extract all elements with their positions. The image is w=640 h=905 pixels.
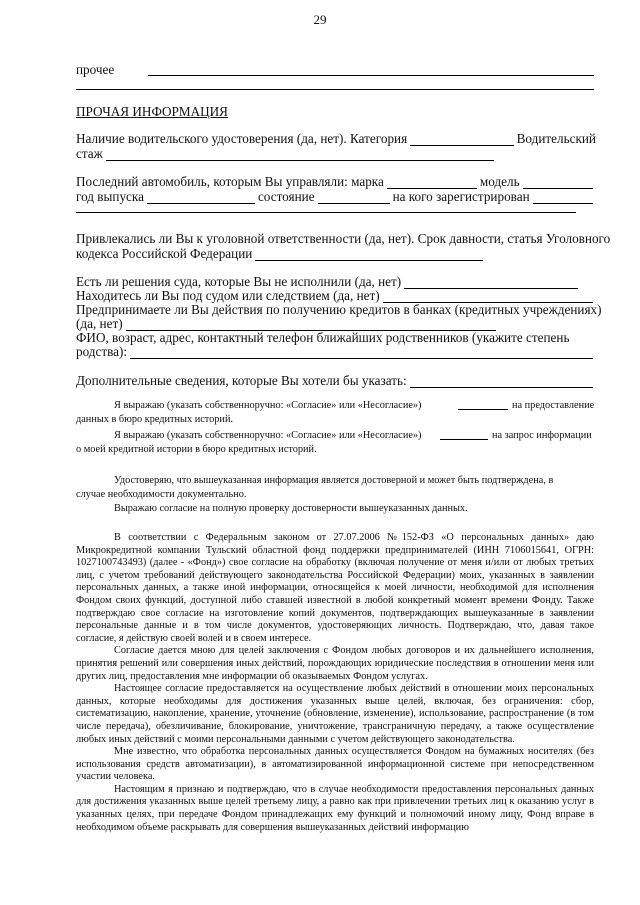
relatives-field[interactable] (130, 347, 593, 359)
criminal-row-2 (76, 246, 596, 261)
certify-line1: Удостоверяю, что вышеуказанная информация является достоверной и может быть подтверждена, в (114, 475, 554, 486)
additional-info-label: Дополнительные сведения, которые Вы хотели бы указать: (76, 373, 407, 388)
consent-paragraph: Настоящим я признаю и подтверждаю, что в случае необходимости предоставления персональных данных для достижения указанных выше целей третьему лицу, а равно как при привлечении третьих лиц к оказанию услуг в указанных целях, при передаче Фондом принадлежащих ему функций и полномочий иному лицу, Фонд вправе в необходимом объеме раскрывать для совершения вышеуказанных действий информацию (76, 783, 594, 833)
other-field-line2[interactable] (76, 89, 594, 90)
section-title: ПРОЧАЯ ИНФОРМАЦИЯ (76, 104, 228, 119)
consent-provide-suffix: на предоставление (512, 400, 595, 411)
car-row-2 (76, 189, 596, 204)
experience-label: стаж (76, 146, 103, 161)
page-number: 29 (313, 12, 327, 27)
other-label: прочее (76, 62, 115, 77)
credit-actions-row-2 (76, 316, 596, 331)
car-row-1 (76, 174, 596, 189)
consent-request-field[interactable] (440, 439, 488, 440)
car-owner-field[interactable] (533, 192, 593, 204)
additional-info-field[interactable] (410, 376, 593, 388)
consent-paragraph: Настоящее согласие предоставляется на осуществление любых действий в отношении моих персональных данных, которые необходимы для достижения указанных выше целей, включая, без ограничения: сбор, систематизацию, накопление, хранение, уточнение (обновление, изменение), использование, распространение (в том числе передача), обезличивание, блокирование, уничтожение, трансграничную передачу, а также осуществление любых иных действий с моими персональными данными с учетом действующего законодательства. (76, 683, 594, 745)
certify-line2: случае необходимости документально. (76, 489, 247, 500)
car-make-label: Последний автомобиль, которым Вы управляли: марка (76, 174, 384, 189)
additional-info-row (76, 373, 596, 388)
agree-check: Выражаю согласие на полную проверку достоверности вышеуказанных данных. (114, 503, 468, 514)
relatives-question: ФИО, возраст, адрес, контактный телефон ближайших родственников (укажите степень (76, 330, 570, 345)
relatives-degree-label: родства): (76, 344, 128, 359)
consent-provide-text: Я выражаю (указать собственноручно: «Согласие» или «Несогласие») (114, 400, 422, 411)
consent-request-text: Я выражаю (указать собственноручно: «Согласие» или «Несогласие») (114, 430, 422, 441)
consent-paragraph: Мне известно, что обработка персональных данных осуществляется Фондом на бумажных носителях (без использования средств автоматизации), в автоматизированной информационной системе при непосредственном участии человека. (76, 746, 594, 783)
car-make-field[interactable] (387, 177, 477, 189)
car-extra-line[interactable] (76, 212, 576, 213)
investigation-row (76, 288, 596, 303)
criminal-code-label: кодекса Российской Федерации (76, 246, 253, 261)
criminal-question: Привлекались ли Вы к уголовной ответственности (да, нет). Срок давности, статья Уголовного (76, 231, 611, 246)
criminal-field[interactable] (255, 249, 483, 261)
credit-actions-yesno: (да, нет) (76, 316, 123, 331)
court-unfulfilled-label: Есть ли решения суда, которые Вы не исполнили (да, нет) (76, 274, 402, 289)
consent-paragraph: В соответствии с Федеральным законом от 27.07.2006 №152-ФЗ «О персональных данных» даю Микрокредитной компании Тульский областной фонд поддержки предпринимателей (ИНН 7106015641, ОГРН: 1027100743493) (далее - «Фонд») свое согласие на обработку (включая получение от меня и/или от любых третьих лиц, с учетом требований действующего законодательства Российской Федерации) моих, указанных в заявлении персональных данных, а также иной информации, относящейся к моей личности, необходимой для исполнения Фондом своих функций, доступной либо ставшей известной в любой конкретный момент времени Фонду. Также подтверждаю свое согласие на изготовление копий документов, подтверждающих вышеуказанные в заявлении персональные данные и в том числе документов, удостоверяющих личность. Подтверждаю, что, давая такое согласие, я действую своей волей и в своем интересе. (76, 532, 594, 644)
court-row (76, 274, 596, 289)
car-condition-field[interactable] (318, 192, 390, 204)
car-year-label: год выпуска (76, 189, 144, 204)
license-row-1 (76, 131, 596, 146)
under-investigation-label: Находитесь ли Вы под судом или следствием (да, нет) (76, 288, 380, 303)
other-field[interactable] (148, 75, 594, 76)
relatives-row-2 (76, 344, 596, 359)
consent-request-suffix: на запрос информации (492, 430, 592, 441)
personal-data-consent (76, 532, 594, 834)
license-experience-label: Водительский (516, 131, 596, 146)
license-question: Наличие водительского удостоверения (да, нет). Категория (76, 131, 408, 146)
consent-provide-line2: данных в бюро кредитных историй. (76, 414, 234, 425)
consent-request-line2: о моей кредитной истории в бюро кредитных историй. (76, 444, 317, 455)
experience-field[interactable] (106, 149, 494, 161)
license-category-field[interactable] (410, 134, 513, 146)
credit-actions-question: Предпринимаете ли Вы действия по получению кредитов в банках (кредитных учреждениях) (76, 302, 602, 317)
car-model-field[interactable] (523, 177, 593, 189)
car-owner-label: на кого зарегистрирован (392, 189, 530, 204)
consent-provide-field[interactable] (458, 409, 508, 410)
car-condition-label: состояние (257, 189, 315, 204)
car-model-label: модель (479, 174, 520, 189)
car-year-field[interactable] (147, 192, 255, 204)
license-row-2 (76, 146, 596, 161)
consent-paragraph: Согласие дается мною для целей заключения с Фондом любых договоров и их дальнейшего исполнения, принятия решений или совершения иных действий, порождающих юридические последствия в отношении меня или других лиц, предоставления мне информации об оказываемых Фондом услугах. (76, 645, 594, 682)
